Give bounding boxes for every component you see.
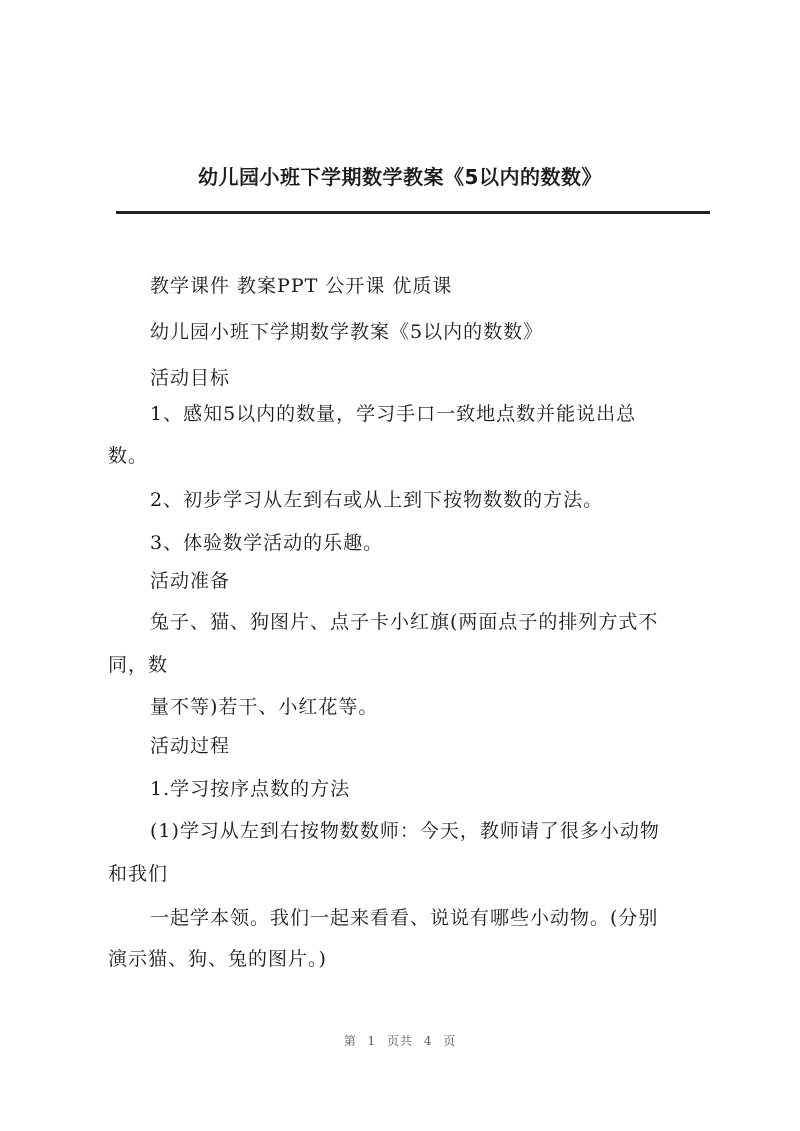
body-line: 数。 [108, 445, 149, 467]
body-line: 和我们 [108, 863, 169, 885]
body-line: 3、体验数学活动的乐趣。 [150, 532, 384, 554]
body-line: 演示猫、狗、兔的图片。) [108, 948, 327, 970]
body-line: 兔子、猫、狗图片、点子卡小红旗(两面点子的排列方式不 [150, 611, 659, 633]
body-line: (1)学习从左到右按物数数师：今天，教师请了很多小动物 [150, 820, 660, 842]
section-heading-preparation: 活动准备 [150, 570, 231, 592]
title-rule [116, 211, 710, 214]
section-heading-process: 活动过程 [150, 735, 231, 757]
body-line: 量不等)若干、小红花等。 [150, 696, 379, 718]
body-line-subtitle: 幼儿园小班下学期数学教案《5以内的数数》 [150, 321, 544, 343]
body-line-tags: 教学课件 教案PPT 公开课 优质课 [150, 275, 453, 297]
body-line: 一起学本领。我们一起来看看、说说有哪些小动物。(分别 [150, 907, 659, 929]
page-title: 幼儿园小班下学期数学教案《5以内的数数》 [198, 165, 602, 189]
body-line: 同，数 [108, 654, 169, 676]
body-line: 2、初步学习从左到右或从上到下按物数数的方法。 [150, 489, 604, 511]
body-line: 1.学习按序点数的方法 [150, 778, 351, 800]
body-line: 1、感知5以内的数量，学习手口一致地点数并能说出总 [150, 403, 637, 425]
page-footer: 第 1 页共 4 页 [343, 1034, 457, 1048]
section-heading-goals: 活动目标 [150, 367, 231, 389]
